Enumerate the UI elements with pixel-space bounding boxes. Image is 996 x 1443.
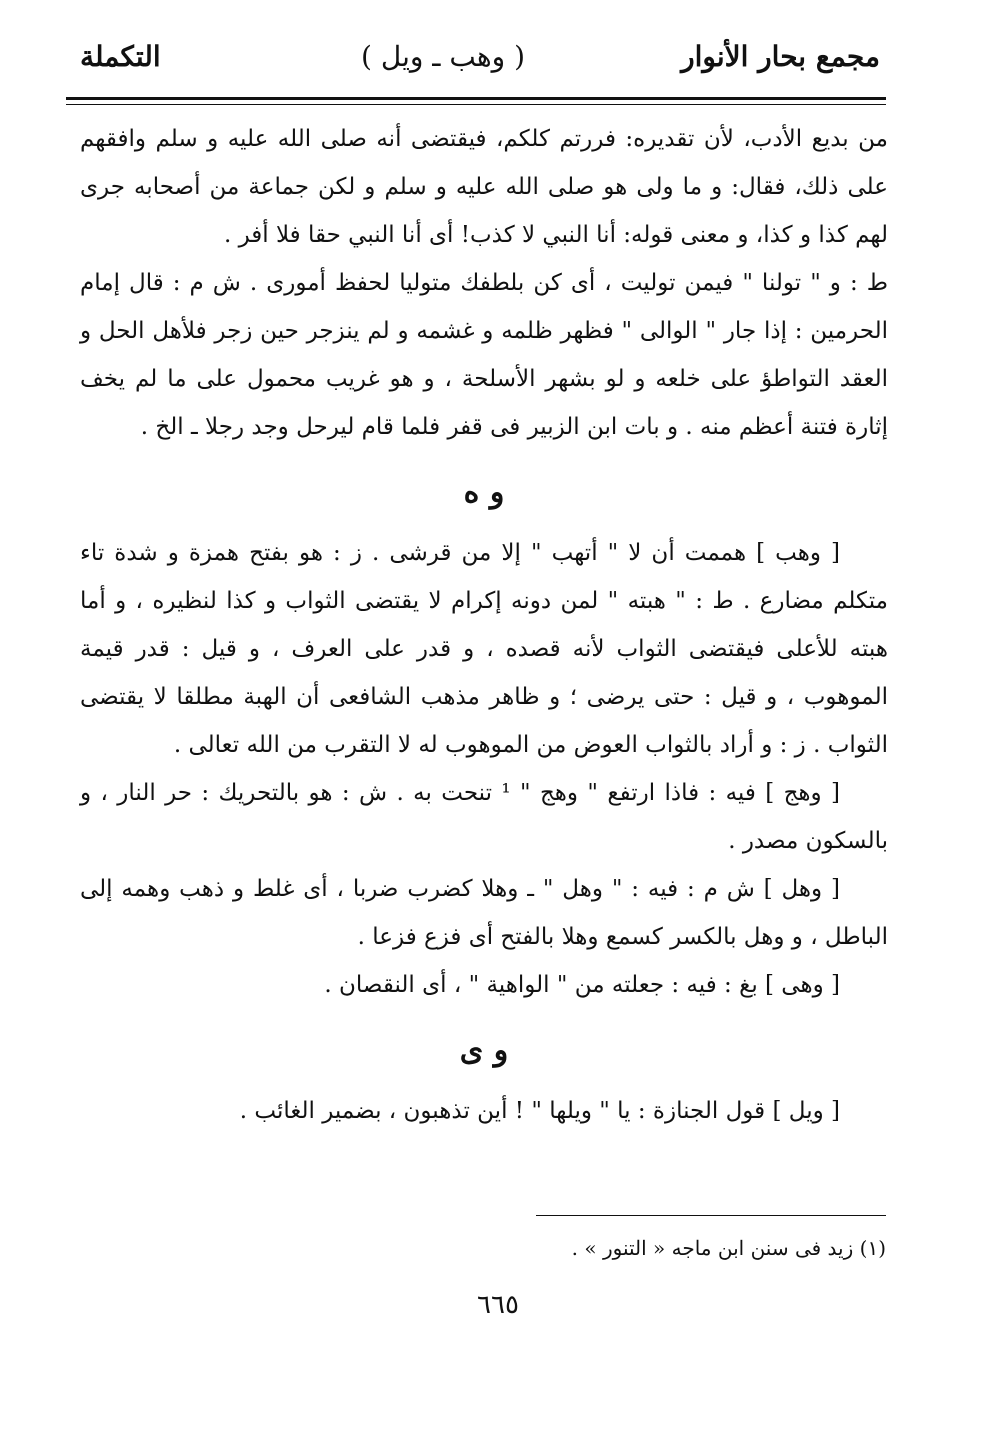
entry-wahab: [ وهب ] هممت أن لا " أتهب " إلا من قرشى . ز : هو بفتح همزة و شدة تاء متكلم مضارع . ط : " هبته " لمن دونه إكرام لا يقتضى الثواب و كذا لنظيره ، و أما هبته للأعلى فيقتضى الثواب لأنه قصده ، و قدر على العرف ، و قيل : قدر قيمة الموهوب ، و قيل : حتى يرضى ؛ و ظاهر مذهب الشافعى أن الهبة مطلقا لا يقتضى الثواب . ز : و أراد بالثواب العوض من الموهوب له لا التقرب من الله تعالى .	[80, 540, 888, 758]
section-heading-way: و ى	[459, 1033, 509, 1068]
section-label: التكملة	[80, 40, 161, 73]
entry-range: ( وهب ـ ويل )	[361, 40, 525, 73]
footnote-rule	[536, 1215, 886, 1216]
page-number: ٦٦٥	[477, 1290, 519, 1320]
entry-wahal: [ وهل ] ش م : فيه : " وهل " ـ وهلا كضرب ضربا ، أى غلط و ذهب وهمه إلى الباطل ، و وهل بالكسر كسمع وهلا بالفتح أى فزع فزعا .	[80, 876, 888, 950]
section-heading-wah: و ه	[463, 475, 505, 510]
entry-wayl: [ ويل ] قول الجنازة : يا " ويلها " ! أين تذهبون ، بضمير الغائب .	[239, 1098, 840, 1124]
entry-wahaj: [ وهج ] فيه : فاذا ارتفع " وهج " ¹ تنحت به . ش : هو بالتحريك : حر النار ، و بالسكون مصدر .	[80, 780, 888, 854]
running-header	[80, 40, 880, 90]
paragraph-continuation: من بديع الأدب، لأن تقديره: فررتم كلكم، فيقتضى أنه صلى الله عليه و سلم وافقهم على ذلك، فقال: و ما ولى هو صلى الله عليه و سلم و لكن جماعة من أصحابه جرى لهم كذا و كذا، و معنى قوله: أنا النبي لا كذب! أى أنا النبي حقا فلا أفر .	[80, 126, 888, 248]
header-rule-thin	[66, 104, 886, 105]
entry-wahy: [ وهى ] بغ : فيه : جعلته من " الواهية " ، أى النقصان .	[324, 972, 840, 998]
paragraph-tawallana: ط : و " تولنا " فيمن توليت ، أى كن بلطفك متوليا لحفظ أمورى . ش م : قال إمام الحرمين : إذا جار " الوالى " فظهر ظلمه و غشمه و لم ينزجر حين زجر فلأهل الحل و العقد التواطؤ على خلعه و لو بشهر الأسلحة ، و هو غريب محمول على ما لم يخف إثارة فتنة أعظم منه . و بات ابن الزبير فى قفر فلما قام ليرحل وجد رجلا ـ الخ .	[80, 270, 888, 440]
book-title: مجمع بحار الأنوار	[681, 40, 880, 73]
header-rule-thick	[66, 97, 886, 100]
footnote: (١) زيد فى سنن ابن ماجه « التنور » .	[571, 1236, 886, 1260]
page-body	[80, 115, 888, 1135]
